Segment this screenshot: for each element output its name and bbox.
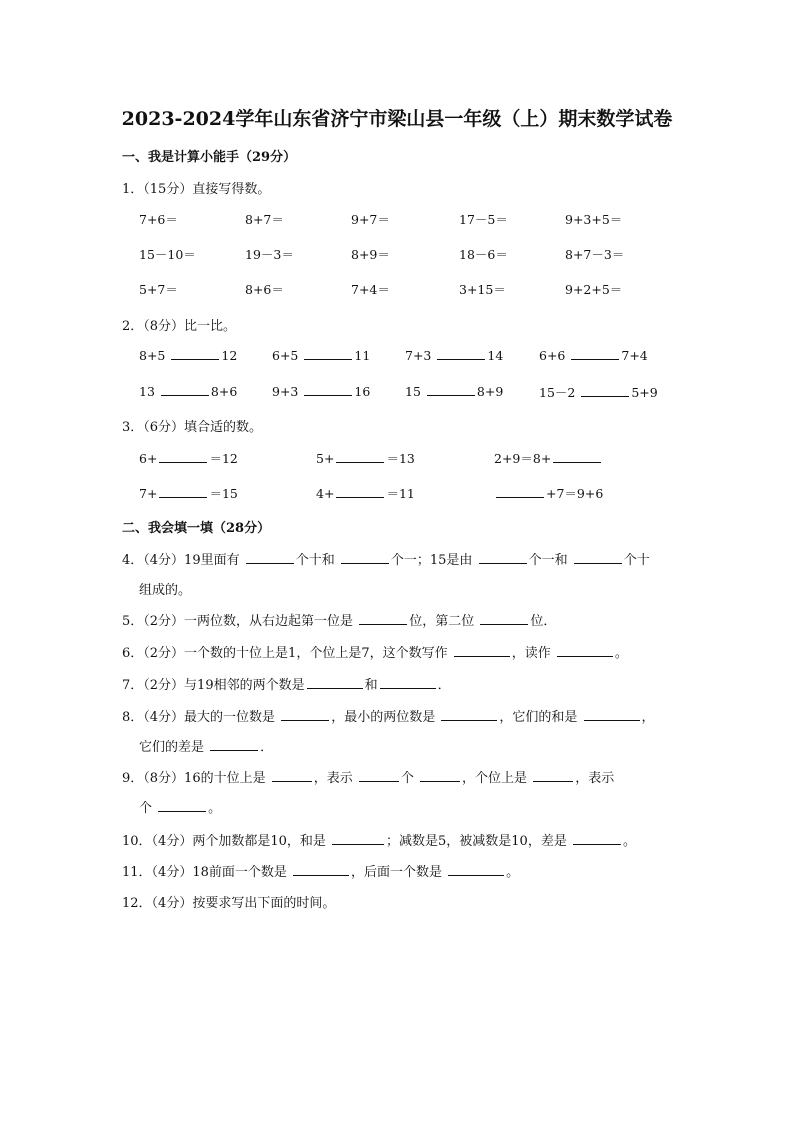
question-5-text: 5．（2分）一两位数，从右边起第一位是 — [122, 614, 354, 629]
fill-suffix: ＝13 — [386, 451, 415, 466]
question-8-text: ，最小的两位数是 — [331, 710, 436, 725]
answer-blank[interactable] — [427, 383, 475, 396]
compare-item — [539, 383, 658, 401]
fill-item — [139, 484, 238, 502]
fill-suffix: ＝11 — [386, 486, 415, 501]
answer-blank[interactable] — [210, 738, 258, 751]
question-3-label: 3．（6分）填合适的数。 — [122, 420, 263, 435]
question-9-text: 。 — [208, 801, 222, 816]
question-11-text: 。 — [506, 865, 520, 880]
answer-blank[interactable] — [293, 863, 349, 876]
fill-suffix: ＝15 — [209, 486, 238, 501]
answer-blank[interactable] — [479, 551, 527, 564]
answer-blank[interactable] — [341, 551, 389, 564]
question-5-text: 位． — [530, 614, 557, 629]
answer-blank[interactable] — [454, 644, 510, 657]
answer-blank[interactable] — [272, 769, 312, 782]
compare-item — [139, 383, 237, 399]
fill-item — [494, 449, 603, 467]
answer-blank[interactable] — [380, 676, 436, 689]
compare-left: 15－2 — [539, 385, 576, 400]
answer-blank[interactable] — [533, 769, 573, 782]
question-8-text: ． — [260, 740, 274, 755]
question-9-line2 — [139, 797, 221, 816]
compare-left: 9+3 — [272, 384, 299, 399]
question-12-label: 12．（4分）按要求写出下面的时间。 — [122, 896, 336, 911]
question-8-text: 它们的差是 — [139, 740, 205, 755]
answer-blank[interactable] — [420, 769, 460, 782]
question-10 — [122, 830, 636, 849]
answer-blank[interactable] — [557, 644, 613, 657]
compare-right: 11 — [354, 348, 371, 363]
question-6-text: ，读作 — [511, 646, 551, 661]
question-4-text: 个一；15是由 — [390, 553, 473, 568]
question-11-text: 11．（4分）18前面一个数是 — [122, 865, 287, 880]
answer-blank[interactable] — [584, 708, 640, 721]
answer-blank[interactable] — [307, 676, 363, 689]
question-10-text: 。 — [622, 834, 636, 849]
question-10-text: 10．（4分）两个加数都是10，和是 — [122, 834, 326, 849]
answer-blank[interactable] — [581, 384, 629, 397]
answer-blank[interactable] — [336, 450, 384, 463]
answer-blank[interactable] — [336, 485, 384, 498]
fill-prefix: 6+ — [139, 451, 158, 466]
compare-right: 8+9 — [476, 384, 504, 399]
fill-suffix: ＝12 — [209, 451, 238, 466]
answer-blank[interactable] — [437, 347, 485, 360]
question-8-text: 8．（4分）最大的一位数是 — [122, 710, 276, 725]
compare-left: 6+5 — [272, 348, 299, 363]
question-8-text: ， — [641, 710, 655, 725]
compare-right: 14 — [487, 348, 504, 363]
question-8-text: ，它们的和是 — [499, 710, 578, 725]
calc-item: 9+3+5＝ — [565, 212, 623, 227]
question-9-text: ，表示 — [313, 771, 353, 786]
question-7-text: ． — [437, 678, 451, 693]
question-4-line2: 组成的。 — [139, 583, 192, 598]
fill-prefix: 4+ — [316, 486, 335, 501]
question-6-text: 6．（2分）一个数的十位上是1，个位上是7，这个数写作 — [122, 646, 448, 661]
answer-blank[interactable] — [246, 551, 294, 564]
answer-blank[interactable] — [304, 347, 352, 360]
answer-blank[interactable] — [496, 485, 544, 498]
calc-item: 3+15＝ — [459, 282, 506, 297]
answer-blank[interactable] — [359, 612, 407, 625]
calc-item: 9+7＝ — [351, 212, 390, 227]
calc-item: 18－6＝ — [459, 247, 508, 262]
question-5-text: 位，第二位 — [409, 614, 475, 629]
calc-item: 7+4＝ — [351, 282, 390, 297]
question-2-label: 2．（8分）比一比。 — [122, 319, 237, 334]
question-9 — [122, 767, 614, 786]
answer-blank[interactable] — [480, 612, 528, 625]
calc-item: 17－5＝ — [459, 212, 508, 227]
fill-prefix: 5+ — [316, 451, 335, 466]
calc-item: 5+7＝ — [139, 282, 178, 297]
question-6-text: 。 — [614, 646, 628, 661]
compare-left: 13 — [139, 384, 155, 399]
calc-item: 15－10＝ — [139, 247, 196, 262]
calc-item: 9+2+5＝ — [565, 282, 623, 297]
question-7-text: 7．（2分）与19相邻的两个数是 — [122, 678, 305, 693]
question-11 — [122, 861, 519, 880]
section-heading-2: 二、我会填一填（28分） — [122, 521, 271, 536]
question-4-text: 个十 — [623, 553, 650, 568]
answer-blank[interactable] — [448, 863, 504, 876]
compare-right: 8+6 — [210, 384, 238, 399]
answer-blank[interactable] — [159, 450, 207, 463]
calc-item: 19－3＝ — [245, 247, 294, 262]
question-4-text: 个十和 — [295, 553, 335, 568]
fill-item — [494, 484, 603, 502]
compare-item — [405, 347, 503, 363]
question-8 — [122, 706, 655, 725]
compare-right: 12 — [221, 348, 238, 363]
compare-right: 5+9 — [631, 385, 658, 400]
question-4-text: 4．（4分）19里面有 — [122, 553, 240, 568]
calc-item: 7+6＝ — [139, 212, 178, 227]
answer-blank[interactable] — [571, 347, 619, 360]
page-title: 2023-2024学年山东省济宁市梁山县一年级（上）期末数学试卷 — [121, 108, 673, 130]
compare-item — [272, 347, 370, 363]
question-7 — [122, 674, 451, 693]
calc-item: 8+7－3＝ — [565, 247, 625, 262]
question-9-text: 个 — [139, 801, 153, 816]
answer-blank[interactable] — [159, 485, 207, 498]
answer-blank[interactable] — [332, 832, 384, 845]
compare-item — [139, 347, 237, 363]
calc-item: 8+9＝ — [351, 247, 390, 262]
answer-blank[interactable] — [171, 347, 219, 360]
question-8-line2 — [139, 736, 273, 755]
answer-blank[interactable] — [553, 450, 601, 463]
question-9-text: ，个位上是 — [462, 771, 528, 786]
answer-blank[interactable] — [574, 551, 622, 564]
question-1-label: 1．（15分）直接写得数。 — [122, 182, 271, 197]
question-7-text: 和 — [364, 678, 378, 693]
question-11-text: ，后面一个数是 — [351, 865, 443, 880]
answer-blank[interactable] — [573, 832, 621, 845]
question-5 — [122, 610, 556, 629]
answer-blank[interactable] — [441, 708, 497, 721]
question-9-text: 个 — [400, 771, 414, 786]
compare-item — [272, 383, 370, 399]
question-10-text: ；减数是5，被减数是10，差是 — [386, 834, 567, 849]
compare-left: 7+3 — [405, 348, 432, 363]
fill-item — [316, 449, 415, 467]
fill-item — [139, 449, 238, 467]
compare-item — [539, 347, 648, 363]
compare-left: 6+6 — [539, 348, 566, 363]
fill-suffix: +7＝9+6 — [546, 486, 604, 501]
fill-item — [316, 484, 415, 502]
answer-blank[interactable] — [304, 383, 352, 396]
question-4 — [122, 549, 650, 568]
compare-left: 8+5 — [139, 348, 166, 363]
question-9-text: 9．（8分）16的十位上是 — [122, 771, 266, 786]
fill-prefix: 7+ — [139, 486, 158, 501]
answer-blank[interactable] — [359, 769, 399, 782]
fill-prefix: 2+9＝8+ — [494, 451, 552, 466]
calc-item: 8+6＝ — [245, 282, 284, 297]
compare-left: 15 — [405, 384, 421, 399]
question-6 — [122, 642, 628, 661]
compare-right: 7+4 — [621, 348, 648, 363]
question-9-text: ，表示 — [575, 771, 615, 786]
compare-right: 16 — [354, 384, 371, 399]
answer-blank[interactable] — [161, 383, 209, 396]
compare-item — [405, 383, 503, 399]
answer-blank[interactable] — [281, 708, 329, 721]
section-heading-1: 一、我是计算小能手（29分） — [122, 150, 297, 165]
question-4-text: 个一和 — [528, 553, 568, 568]
answer-blank[interactable] — [158, 799, 206, 812]
calc-item: 8+7＝ — [245, 212, 284, 227]
